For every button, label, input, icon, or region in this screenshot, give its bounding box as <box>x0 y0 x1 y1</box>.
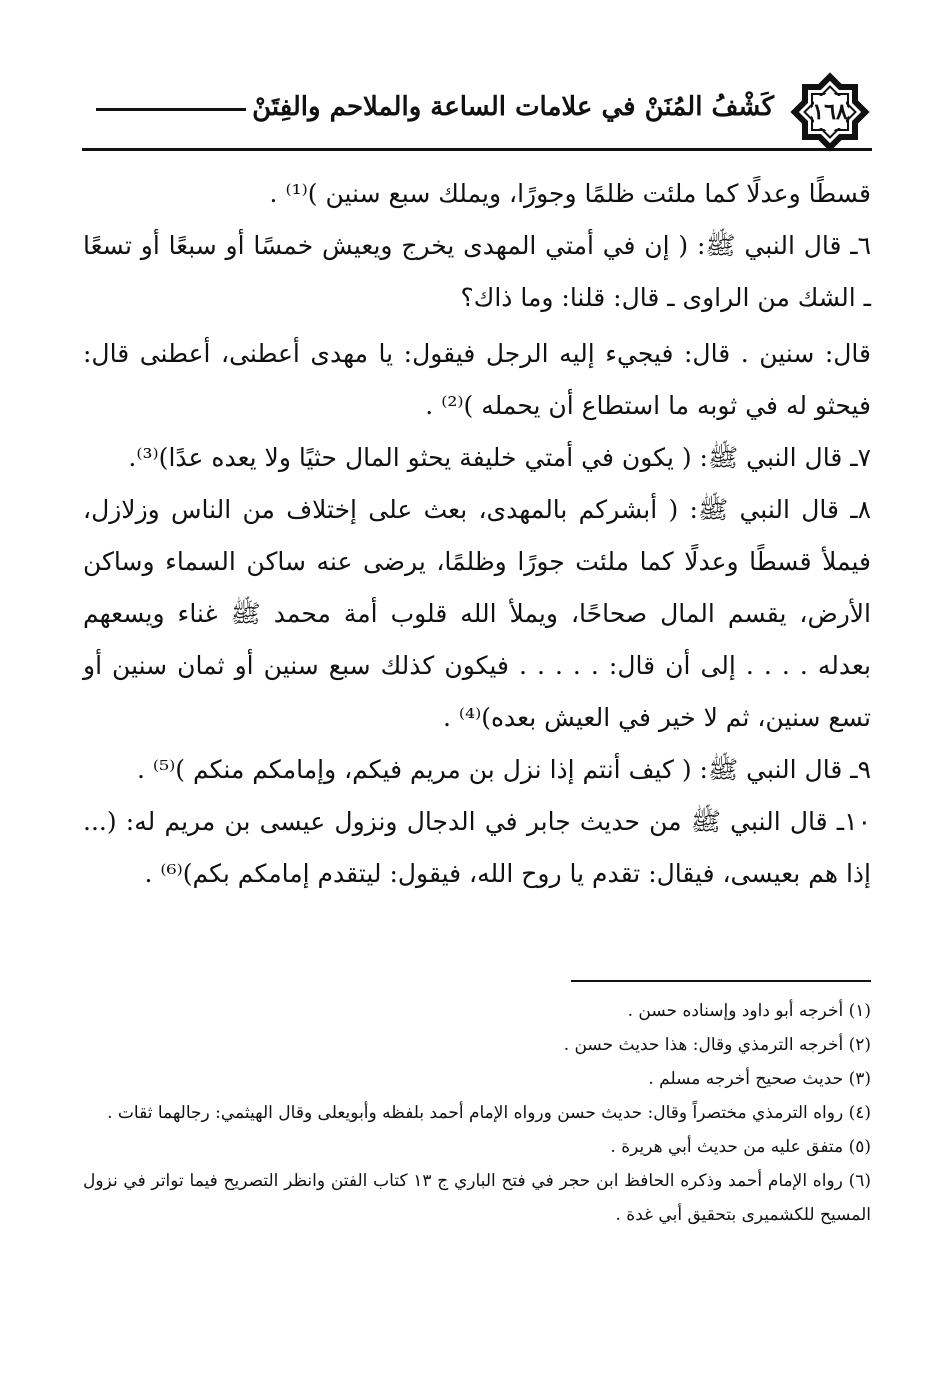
header-rule <box>82 148 872 151</box>
page-number-badge <box>788 70 872 154</box>
footnote-2: (٢) أخرجه الترمذي وقال: هذا حديث حسن . <box>563 1035 871 1055</box>
hadith-7: ٧ـ قال النبي ﷺ: ( يكون في أمتي خليفة يحثو المال حثيًا ولا يعده عدًا)⁽³⁾. <box>128 443 871 472</box>
footnote-rule <box>571 980 871 982</box>
footnote-4: (٤) رواه الترمذي مختصراً وقال: حديث حسن ورواه الإمام أحمد بلفظه وأبويعلى وقال الهيثمي: رجالهما ثقات . <box>107 1103 871 1123</box>
footnotes <box>83 994 871 1232</box>
page-header <box>82 62 872 154</box>
footnote-5: (٥) متفق عليه من حديث أبي هريرة . <box>610 1137 871 1157</box>
hadith-6-continued: قال: سنين . قال: فيجيء إليه الرجل فيقول: يا مهدى أعطنى، أعطنى قال: فيحثو له في ثوبه ما استطاع أن يحمله )⁽²⁾ . <box>83 339 871 420</box>
running-title: كَشْفُ المُنَنْ في علامات الساعة والملاحم والفِتَنْ <box>252 92 774 122</box>
hadith-8: ٨ـ قال النبي ﷺ: ( أبشركم بالمهدى، بعث على إختلاف من الناس وزلازل، فيملأ قسطًا وعدلًا كما ملئت جورًا وظلمًا، يرضى عنه ساكن السماء وساكن الأرض، يقسم المال صحاحًا، ويملأ الله قلوب أمة محمد ﷺ غناء ويسعهم بعدله . . . . إلى أن قال: . . . . . فيكون كذلك سبع سنين أو ثمان سنين أو تسع سنين، ثم لا خير في العيش بعده)⁽⁴⁾ . <box>83 495 871 732</box>
body-text <box>83 168 871 900</box>
title-dash <box>96 108 246 111</box>
hadith-9: ٩ـ قال النبي ﷺ: ( كيف أنتم إذا نزل بن مريم فيكم، وإمامكم منكم )⁽⁵⁾ . <box>137 755 871 784</box>
page-number: ١٦٨ <box>812 99 848 125</box>
hadith-10: ١٠ـ قال النبي ﷺ من حديث جابر في الدجال ونزول عيسى بن مريم له: (... إذا هم بعيسى، فيقال: تقدم يا روح الله، فيقول: ليتقدم إمامكم بكم)⁽⁶⁾ . <box>83 807 871 888</box>
footnote-6: (٦) رواه الإمام أحمد وذكره الحافظ ابن حجر في فتح الباري ج ١٣ كتاب الفتن وانظر التصريح فيما تواتر في نزول المسيح للكشميرى بتحقيق أبي غدة . <box>83 1171 871 1225</box>
hadith-6: ٦ـ قال النبي ﷺ: ( إن في أمتي المهدى يخرج ويعيش خمسًا أو سبعًا أو تسعًا ـ الشك من الراوى ـ قال: قلنا: وما ذاك؟ <box>83 231 871 312</box>
footnote-1: (١) أخرجه أبو داود وإسناده حسن . <box>627 1001 871 1021</box>
footnote-3: (٣) حديث صحيح أخرجه مسلم . <box>648 1069 871 1089</box>
paragraph-continuation: قسطًا وعدلًا كما ملئت ظلمًا وجورًا، ويملك سبع سنين )⁽¹⁾ . <box>269 179 871 208</box>
